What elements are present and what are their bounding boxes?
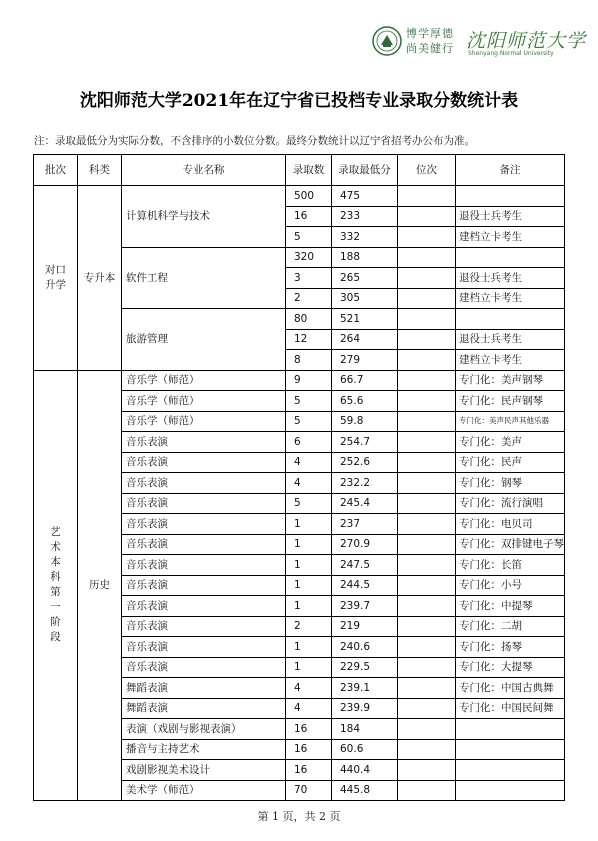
- remark-cell: 建档立卡考生: [456, 350, 565, 371]
- min-score-cell: 475: [332, 186, 398, 207]
- remark-cell: 建档立卡考生: [456, 288, 565, 309]
- min-score-cell: 219: [332, 616, 398, 637]
- major-name-cell: 音乐表演: [122, 657, 286, 678]
- table-row: [34, 186, 565, 207]
- remark-cell: 退役士兵考生: [456, 206, 565, 227]
- min-score-cell: 270.9: [332, 534, 398, 555]
- university-english-name: Shenyang Normal University: [468, 50, 554, 57]
- remark-cell: [456, 309, 565, 330]
- min-score-cell: 244.5: [332, 575, 398, 596]
- rank-cell: [398, 206, 456, 227]
- rank-cell: [398, 329, 456, 350]
- count-cell: 16: [286, 760, 332, 781]
- page-footer: 第 1 页，共 2 页: [257, 810, 341, 823]
- count-cell: 9: [286, 370, 332, 391]
- rank-cell: [398, 678, 456, 699]
- column-header: 位次: [398, 155, 456, 186]
- major-name-cell: 舞蹈表演: [122, 678, 286, 699]
- min-score-cell: 264: [332, 329, 398, 350]
- rank-cell: [398, 698, 456, 719]
- remark-cell: 退役士兵考生: [456, 329, 565, 350]
- rank-cell: [398, 780, 456, 801]
- rank-cell: [398, 370, 456, 391]
- rank-cell: [398, 555, 456, 576]
- motto-line-1: 博学厚德: [406, 27, 454, 40]
- count-cell: 3: [286, 268, 332, 289]
- rank-cell: [398, 739, 456, 760]
- category-cell: 历史: [78, 370, 122, 801]
- rank-cell: [398, 473, 456, 494]
- column-header: 备注: [456, 155, 565, 186]
- min-score-cell: 445.8: [332, 780, 398, 801]
- major-name-cell: 音乐学（师范）: [122, 391, 286, 412]
- min-score-cell: 521: [332, 309, 398, 330]
- min-score-cell: 237: [332, 514, 398, 535]
- major-name-cell: 计算机科学与技术: [122, 186, 286, 248]
- table-header-row: [34, 155, 565, 186]
- rank-cell: [398, 637, 456, 658]
- major-name-cell: 音乐学（师范）: [122, 411, 286, 432]
- count-cell: 1: [286, 534, 332, 555]
- count-cell: 2: [286, 288, 332, 309]
- major-name-cell: 音乐表演: [122, 555, 286, 576]
- count-cell: 320: [286, 247, 332, 268]
- remark-cell: 建档立卡考生: [456, 227, 565, 248]
- min-score-cell: 232.2: [332, 473, 398, 494]
- remark-cell: 专门化：大提琴: [456, 657, 565, 678]
- rank-cell: [398, 411, 456, 432]
- remark-cell: 专门化：美声钢琴: [456, 370, 565, 391]
- category-cell: 专升本: [78, 186, 122, 371]
- remark-cell: 专门化：民声: [456, 452, 565, 473]
- remark-cell: [456, 780, 565, 801]
- count-cell: 1: [286, 514, 332, 535]
- min-score-cell: 60.6: [332, 739, 398, 760]
- min-score-cell: 239.1: [332, 678, 398, 699]
- rank-cell: [398, 596, 456, 617]
- page-title: 沈阳师范大学2021年在辽宁省已投档专业录取分数统计表: [79, 91, 519, 111]
- remark-cell: 专门化：中国古典舞: [456, 678, 565, 699]
- remark-cell: 退役士兵考生: [456, 268, 565, 289]
- remark-cell: 专门化：小号: [456, 575, 565, 596]
- min-score-cell: 184: [332, 719, 398, 740]
- rank-cell: [398, 268, 456, 289]
- rank-cell: [398, 657, 456, 678]
- count-cell: 4: [286, 678, 332, 699]
- count-cell: 16: [286, 719, 332, 740]
- major-name-cell: 音乐表演: [122, 432, 286, 453]
- remark-cell: [456, 186, 565, 207]
- rank-cell: [398, 432, 456, 453]
- remark-cell: 专门化：中提琴: [456, 596, 565, 617]
- remark-cell: 专门化：美声民声其他乐器: [456, 411, 565, 432]
- university-seal-icon: [372, 26, 402, 56]
- column-header: 批次: [34, 155, 78, 186]
- count-cell: 1: [286, 555, 332, 576]
- count-cell: 70: [286, 780, 332, 801]
- min-score-cell: 332: [332, 227, 398, 248]
- major-name-cell: 音乐表演: [122, 514, 286, 535]
- count-cell: 5: [286, 493, 332, 514]
- min-score-cell: 65.6: [332, 391, 398, 412]
- batch-cell: 对口升学: [34, 186, 78, 371]
- remark-cell: 专门化：二胡: [456, 616, 565, 637]
- min-score-cell: 245.4: [332, 493, 398, 514]
- min-score-cell: 59.8: [332, 411, 398, 432]
- rank-cell: [398, 350, 456, 371]
- rank-cell: [398, 575, 456, 596]
- min-score-cell: 440.4: [332, 760, 398, 781]
- remark-cell: 专门化：美声: [456, 432, 565, 453]
- min-score-cell: 254.7: [332, 432, 398, 453]
- major-name-cell: 音乐表演: [122, 534, 286, 555]
- rank-cell: [398, 452, 456, 473]
- count-cell: 16: [286, 739, 332, 760]
- count-cell: 500: [286, 186, 332, 207]
- remark-cell: 专门化：电贝司: [456, 514, 565, 535]
- batch-cell: 艺术本科第一阶段: [34, 370, 78, 801]
- rank-cell: [398, 760, 456, 781]
- count-cell: 2: [286, 616, 332, 637]
- min-score-cell: 252.6: [332, 452, 398, 473]
- column-header: 专业名称: [122, 155, 286, 186]
- count-cell: 5: [286, 411, 332, 432]
- rank-cell: [398, 391, 456, 412]
- count-cell: 5: [286, 391, 332, 412]
- major-name-cell: 美术学（师范）: [122, 780, 286, 801]
- count-cell: 8: [286, 350, 332, 371]
- rank-cell: [398, 247, 456, 268]
- count-cell: 6: [286, 432, 332, 453]
- column-header: 科类: [78, 155, 122, 186]
- major-name-cell: 音乐表演: [122, 596, 286, 617]
- min-score-cell: 305: [332, 288, 398, 309]
- note-text: 注：录取最低分为实际分数，不含排序的小数位分数。最终分数统计以辽宁省招考办公布为准。: [34, 135, 475, 147]
- count-cell: 4: [286, 698, 332, 719]
- count-cell: 1: [286, 596, 332, 617]
- remark-cell: [456, 739, 565, 760]
- rank-cell: [398, 534, 456, 555]
- major-name-cell: 音乐表演: [122, 575, 286, 596]
- count-cell: 1: [286, 637, 332, 658]
- major-name-cell: 音乐表演: [122, 493, 286, 514]
- rank-cell: [398, 493, 456, 514]
- min-score-cell: 265: [332, 268, 398, 289]
- count-cell: 16: [286, 206, 332, 227]
- table-row: [34, 370, 565, 391]
- count-cell: 80: [286, 309, 332, 330]
- table-body: [34, 186, 565, 801]
- min-score-cell: 239.9: [332, 698, 398, 719]
- count-cell: 4: [286, 452, 332, 473]
- remark-cell: 专门化：流行演唱: [456, 493, 565, 514]
- count-cell: 1: [286, 657, 332, 678]
- count-cell: 12: [286, 329, 332, 350]
- remark-cell: 专门化：民声钢琴: [456, 391, 565, 412]
- min-score-cell: 279: [332, 350, 398, 371]
- remark-cell: [456, 760, 565, 781]
- major-name-cell: 播音与主持艺术: [122, 739, 286, 760]
- major-name-cell: 舞蹈表演: [122, 698, 286, 719]
- major-name-cell: 音乐表演: [122, 452, 286, 473]
- count-cell: 4: [286, 473, 332, 494]
- rank-cell: [398, 616, 456, 637]
- rank-cell: [398, 309, 456, 330]
- column-header: 录取最低分: [332, 155, 398, 186]
- min-score-cell: 239.7: [332, 596, 398, 617]
- major-name-cell: 音乐表演: [122, 616, 286, 637]
- page-header: [0, 0, 598, 78]
- remark-cell: 专门化：扬琴: [456, 637, 565, 658]
- major-name-cell: 音乐学（师范）: [122, 370, 286, 391]
- min-score-cell: 66.7: [332, 370, 398, 391]
- rank-cell: [398, 227, 456, 248]
- min-score-cell: 188: [332, 247, 398, 268]
- remark-cell: 专门化：长笛: [456, 555, 565, 576]
- remark-cell: [456, 719, 565, 740]
- rank-cell: [398, 186, 456, 207]
- major-name-cell: 戏剧影视美术设计: [122, 760, 286, 781]
- remark-cell: 专门化：钢琴: [456, 473, 565, 494]
- count-cell: 1: [286, 575, 332, 596]
- motto-line-2: 尚美健行: [406, 42, 454, 55]
- min-score-cell: 247.5: [332, 555, 398, 576]
- min-score-cell: 229.5: [332, 657, 398, 678]
- university-name-logo: 沈阳师范大学: [466, 30, 587, 52]
- column-header: 录取数: [286, 155, 332, 186]
- count-cell: 5: [286, 227, 332, 248]
- university-motto: [406, 26, 454, 56]
- major-name-cell: 表演（戏剧与影视表演）: [122, 719, 286, 740]
- admission-score-table: [33, 154, 565, 801]
- remark-cell: 专门化：中国民间舞: [456, 698, 565, 719]
- remark-cell: 专门化：双排键电子琴: [456, 534, 565, 555]
- rank-cell: [398, 288, 456, 309]
- min-score-cell: 240.6: [332, 637, 398, 658]
- major-name-cell: 软件工程: [122, 247, 286, 309]
- min-score-cell: 233: [332, 206, 398, 227]
- major-name-cell: 旅游管理: [122, 309, 286, 371]
- major-name-cell: 音乐表演: [122, 473, 286, 494]
- rank-cell: [398, 719, 456, 740]
- major-name-cell: 音乐表演: [122, 637, 286, 658]
- rank-cell: [398, 514, 456, 535]
- remark-cell: [456, 247, 565, 268]
